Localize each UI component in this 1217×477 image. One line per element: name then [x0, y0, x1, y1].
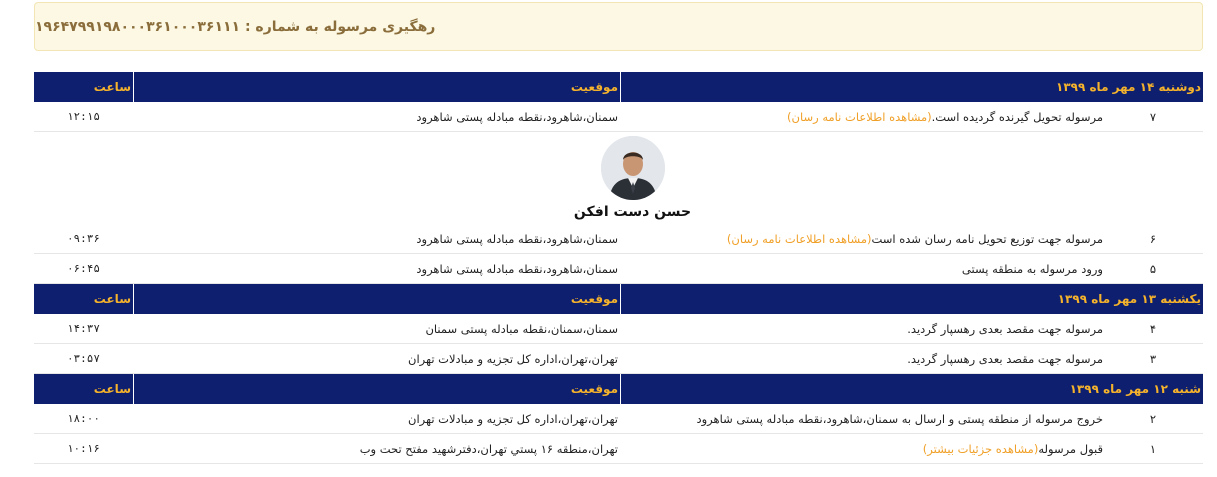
event-number: ۶ [1149, 231, 1157, 246]
location-column-header: موقعیت [133, 374, 620, 404]
event-description [620, 110, 1103, 124]
event-description [620, 232, 1103, 246]
view-postman-info-link[interactable]: (مشاهده اطلاعات نامه رسان) [787, 109, 932, 124]
time-column-header: ساعت [93, 382, 131, 396]
event-description [620, 412, 1103, 426]
event-description [620, 322, 1103, 336]
event-location: سمنان،شاهرود،نقطه مبادله پستی شاهرود [416, 109, 618, 124]
day-date: یکشنبه ۱۳ مهر ماه ۱۳۹۹ [620, 284, 1203, 314]
event-time: ۱۸:۰۰ [66, 412, 101, 425]
tracking-table [34, 72, 1203, 464]
event-time: ۱۲:۱۵ [66, 110, 101, 123]
event-location: سمنان،شاهرود،نقطه مبادله پستی شاهرود [416, 231, 618, 246]
event-location: تهران،منطقه ۱۶ پستي تهران،دفترشهید مفتح تحت وب [359, 441, 618, 456]
view-more-details-link[interactable]: (مشاهده جزئیات بیشتر) [922, 441, 1039, 456]
table-row [34, 254, 1203, 284]
event-time: ۰۹:۳۶ [66, 232, 101, 245]
event-location: تهران،تهران،اداره کل تجزیه و مبادلات تهران [408, 351, 618, 366]
event-text: قبول مرسوله [1038, 441, 1103, 456]
tracking-header [34, 2, 1203, 51]
event-text: مرسوله تحویل گیرنده گردیده است. [931, 109, 1103, 124]
table-row [34, 404, 1203, 434]
table-row [34, 344, 1203, 374]
event-number: ۷ [1149, 109, 1157, 124]
day-header [34, 72, 1203, 102]
table-row [34, 314, 1203, 344]
table-row [34, 434, 1203, 464]
event-text: مرسوله جهت توزیع تحویل نامه رسان شده است [871, 231, 1103, 246]
event-description [620, 262, 1103, 276]
view-postman-info-link[interactable]: (مشاهده اطلاعات نامه رسان) [726, 231, 872, 246]
person-avatar-icon [601, 136, 665, 200]
location-column-header: موقعیت [133, 284, 620, 314]
event-time: ۰۳:۵۷ [66, 352, 101, 365]
event-time: ۱۰:۱۶ [66, 442, 101, 455]
event-description [620, 442, 1103, 456]
day-date: شنبه ۱۲ مهر ماه ۱۳۹۹ [620, 374, 1203, 404]
event-text: مرسوله جهت مقصد بعدی رهسپار گردید. [907, 321, 1103, 336]
postman-card [34, 132, 1203, 224]
location-column-header: موقعیت [133, 72, 620, 102]
event-location: سمنان،سمنان،نقطه مبادله پستی سمنان [425, 321, 618, 336]
table-row [34, 102, 1203, 132]
event-number: ۱ [1149, 441, 1157, 456]
tracking-title: رهگیری مرسوله به شماره : ۱۹۶۴۷۹۹۱۹۸۰۰۰۳۶۱۰۰۰۳۶۱۱۱ [35, 18, 436, 35]
event-number: ۴ [1149, 321, 1157, 336]
event-location: تهران،تهران،اداره کل تجزیه و مبادلات تهران [408, 411, 618, 426]
time-column-header: ساعت [93, 80, 131, 94]
event-number: ۵ [1149, 261, 1157, 276]
day-date: دوشنبه ۱۴ مهر ماه ۱۳۹۹ [620, 72, 1203, 102]
event-time: ۰۶:۴۵ [66, 262, 101, 275]
postman-name: حسن دست افکن [573, 204, 692, 220]
day-header [34, 284, 1203, 314]
event-number: ۲ [1149, 411, 1157, 426]
event-description [620, 352, 1103, 366]
event-text: مرسوله جهت مقصد بعدی رهسپار گردید. [907, 351, 1103, 366]
event-number: ۳ [1149, 351, 1157, 366]
event-time: ۱۴:۳۷ [66, 322, 101, 335]
table-row [34, 224, 1203, 254]
event-location: سمنان،شاهرود،نقطه مبادله پستی شاهرود [416, 261, 618, 276]
time-column-header: ساعت [93, 292, 131, 306]
event-text: ورود مرسوله به منطقه پستی [961, 261, 1103, 276]
event-text: خروج مرسوله از منطقه پستی و ارسال به سمنان،شاهرود،نقطه مبادله پستی شاهرود [696, 411, 1103, 426]
day-header [34, 374, 1203, 404]
